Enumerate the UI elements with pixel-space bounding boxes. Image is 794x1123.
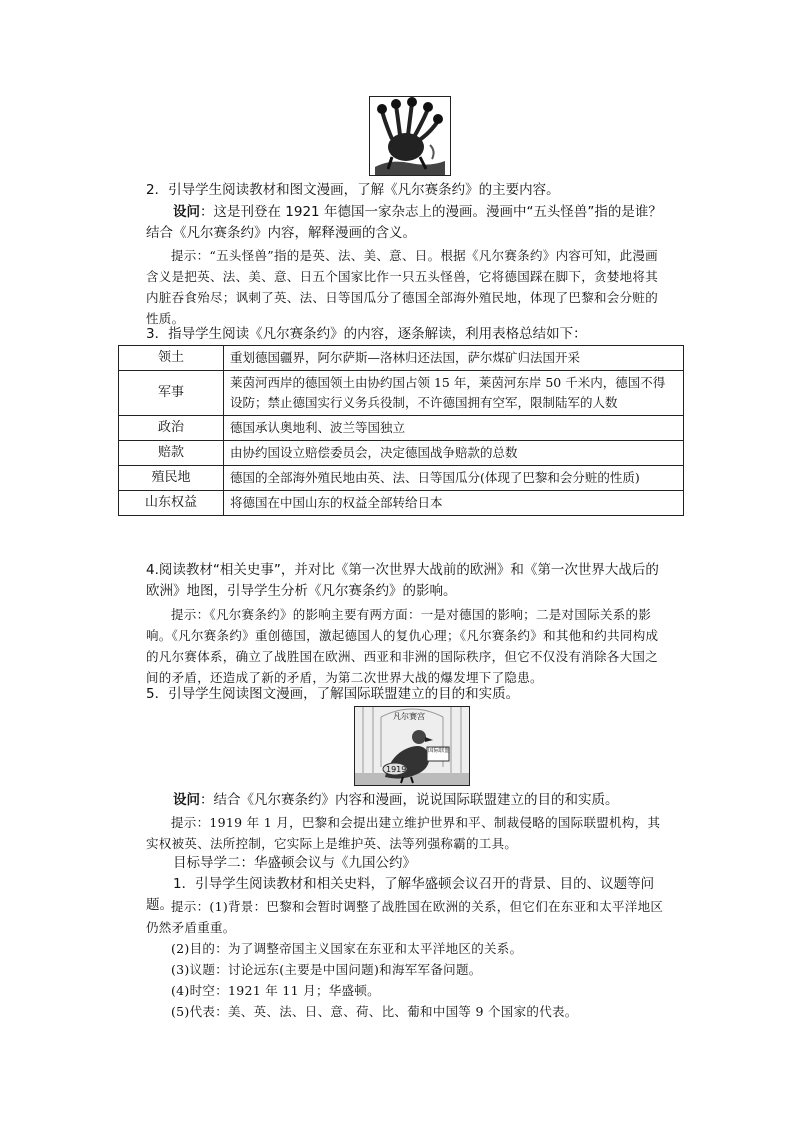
table-row-body: 将德国在中国山东的权益全部转给日本 [224, 491, 684, 516]
target2-point: (3)议题：讨论远东(主要是中国问题)和海军军备问题。 [171, 962, 482, 977]
five-headed-monster-cartoon [369, 96, 451, 176]
table-row [119, 466, 684, 491]
table-row-body: 德国的全部海外殖民地由英、法、日等国瓜分(体现了巴黎和会分赃的性质) [224, 466, 684, 491]
question-label: 设问 [173, 204, 200, 220]
item5-title: 5．引导学生阅读图文漫画，了解国际联盟建立的目的和实质。 [146, 686, 520, 702]
target2-title: 目标导学二：华盛顿会议与《九国公约》 [173, 855, 416, 871]
item5-question-text: ：结合《凡尔赛条约》内容和漫画，说说国际联盟建立的目的和实质。 [200, 792, 619, 808]
table-row [119, 346, 684, 371]
table-row-head: 殖民地 [119, 466, 224, 491]
table-row-body: 德国承认奥地利、波兰等国独立 [224, 416, 684, 441]
cartoon-caption: 凡尔赛宫 [393, 712, 425, 721]
table-row-body: 重划德国疆界，阿尔萨斯—洛林归还法国，萨尔煤矿归法国开采 [224, 346, 684, 371]
league-of-nations-cartoon [354, 706, 470, 786]
table-row [119, 416, 684, 441]
table-row-head: 领土 [119, 346, 224, 371]
item5-question [146, 790, 666, 811]
monster-cartoon-illustration [370, 97, 450, 175]
item2-title: 2．引导学生阅读教材和图文漫画，了解《凡尔赛条约》的主要内容。 [146, 182, 560, 198]
item5-answer: 提示：1919 年 1 月，巴黎和会提出建立维护世界和平、制裁侵略的国际联盟机构，其实权被英、法所控制，它实际上是维护英、法等列强称霸的工具。 [146, 815, 661, 851]
table-row-head: 军事 [119, 371, 224, 416]
target2-point: (2)目的：为了调整帝国主义国家在东亚和太平洋地区的关系。 [171, 941, 523, 956]
table-row-head: 山东权益 [119, 491, 224, 516]
table-row [119, 371, 684, 416]
item2-question-text: ：这是刊登在 1921 年德国一家杂志上的漫画。漫画中“五头怪兽”指的是谁？结合《凡尔赛条约》内容，解释漫画的含义。 [146, 204, 662, 241]
target2-point: (5)代表：美、英、法、日、意、荷、比、葡和中国等 9 个国家的代表。 [171, 1004, 578, 1019]
table-row-body: 由协约国设立赔偿委员会，决定德国战争赔款的总数 [224, 441, 684, 466]
item2-question [146, 202, 666, 244]
cartoon-tag: 国际联盟 [428, 748, 451, 754]
target2-point: 提示：(1)背景：巴黎和会暂时调整了战胜国在欧洲的关系，但它们在东亚和太平洋地区仍然矛盾重重。 [146, 899, 664, 935]
table-row [119, 491, 684, 516]
cartoon-year: 1919 [386, 765, 407, 774]
target2-point: (4)时空：1921 年 11 月；华盛顿。 [171, 983, 380, 998]
table-row-body: 莱茵河西岸的德国领土由协约国占领 15 年，莱茵河东岸 50 千米内，德国不得设防；禁止德国实行义务兵役制，不许德国拥有空军，限制陆军的人数 [224, 371, 684, 416]
target2-item1: 1．引导学生阅读教材和相关史料，了解华盛顿会议召开的背景、目的、议题等问题。 [146, 876, 655, 913]
table-row [119, 441, 684, 466]
item2-answer: 提示：“五头怪兽”指的是英、法、美、意、日。根据《凡尔赛条约》内容可知，此漫画含义是把英、法、美、意、日五个国家比作一只五头怪兽，它将德国踩在脚下，贪婪地将其内脏吞食殆尽；讽刺了英、法、日等国瓜分了德国全部海外殖民地，体现了巴黎和会分赃的性质。 [146, 248, 659, 326]
versailles-treaty-table [118, 345, 684, 516]
question-label: 设问 [173, 792, 200, 808]
item4-answer: 提示：《凡尔赛条约》的影响主要有两方面：一是对德国的影响；二是对国际关系的影响。《凡尔赛条约》重创德国，激起德国人的复仇心理；《凡尔赛条约》和其他和约共同构成的凡尔赛体系，确立了战胜国在欧洲、西亚和非洲的国际秩序，但它不仅没有消除各大国之间的矛盾，还造成了新的矛盾，为第二次世界大战的爆发埋下了隐患。 [146, 607, 659, 685]
table-row-head: 政治 [119, 416, 224, 441]
item4-title: 4.阅读教材“相关史事”，并对比《第一次世界大战前的欧洲》和《第一次世界大战后的欧洲》地图，引导学生分析《凡尔赛条约》的影响。 [146, 562, 659, 599]
item3-title: 3．指导学生阅读《凡尔赛条约》的内容，逐条解读，利用表格总结如下： [146, 326, 587, 342]
table-row-head: 赔款 [119, 441, 224, 466]
